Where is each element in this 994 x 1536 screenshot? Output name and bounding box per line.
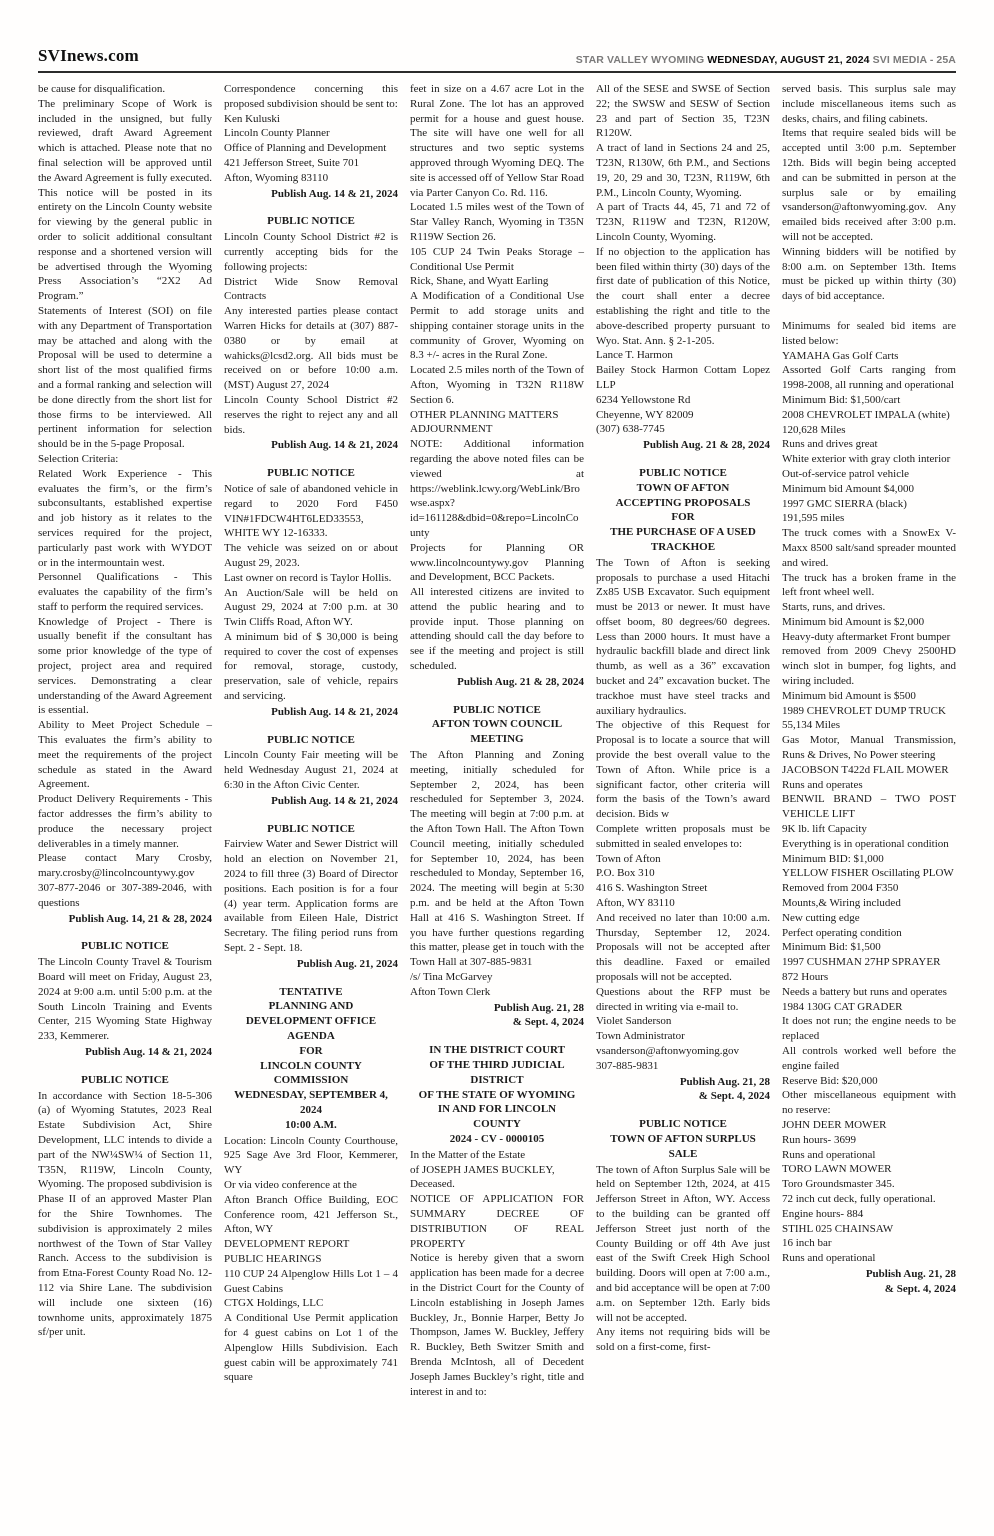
- paragraph: P.O. Box 310: [596, 867, 655, 880]
- paragraph: 416 S. Washington Street: [596, 882, 708, 895]
- paragraph: A Modification of a Conditional Use Permit to add storage units and shipping container storage units in the community of Grover, Wyoming on 8.3 +/- acres in the Rural Zone.: [410, 290, 584, 362]
- paragraph: Notice is hereby given that a sworn application has been made for a decree in the District Court for the County of Lincoln establishing in Joseph James Buckley, Jr., Bonnie Harper, Betty Jo Thompson, James W. Buckley, Jeffery R. Buckley, Beth Switzer Smith and Brenda McIntosh, all of Decedent Joseph James Buckley’s right, title and interest in and to:: [410, 1252, 584, 1398]
- paragraph: A Conditional Use Permit application for 4 guest cabins on Lot 1 of the Alpenglow Hills Subdivision. Each guest cabin will be approximately 741 square: [224, 1312, 398, 1384]
- paragraph: 1984 130G CAT GRADER: [782, 1000, 903, 1013]
- paragraph: Lincoln County School District #2 is currently accepting bids for the following projects:: [224, 231, 398, 273]
- masthead-date: WEDNESDAY, AUGUST 21, 2024: [707, 54, 870, 66]
- heading-line: LINCOLN COUNTY: [260, 1059, 362, 1072]
- heading-line: ACCEPTING PROPOSALS: [615, 496, 751, 509]
- paragraph: Ken Kuluski: [224, 112, 280, 125]
- paragraph: Any items not requiring bids will be sold on a first-come, first-: [596, 1326, 770, 1354]
- paragraph: Other miscellaneous equipment with no reserve:: [782, 1089, 956, 1117]
- paragraph: 1997 CUSHMAN 27HP SPRAYER: [782, 956, 941, 969]
- paragraph: Engine hours- 884: [782, 1207, 864, 1220]
- paragraph: Product Delivery Requirements - This factor addresses the firm’s ability to produce the necessary project deliverables in a timely manner.: [38, 793, 212, 850]
- paragraph: Town of Afton: [596, 852, 661, 865]
- publish-line: Publish Aug. 14 & 21, 2024: [271, 705, 398, 718]
- paragraph: Afton, WY 83110: [596, 897, 675, 910]
- paragraph: vsanderson@aftonwyoming.gov: [596, 1045, 740, 1057]
- paragraph: Removed from 2004 F350: [782, 882, 899, 895]
- paragraph: Ability to Meet Project Schedule – This evaluates the firm’s ability to meet the requirements of the project schedule as stated in the Award Agreement.: [38, 719, 212, 791]
- paragraph: Located 1.5 miles west of the Town of Star Valley Ranch, Wyoming in T35N R119W Section 26.: [410, 201, 584, 243]
- paragraph: The Town of Afton is seeking proposals to purchase a used Hitachi Zx85 USB Excavator. Such equipment must be 2013 or newer. It must have offset boom, 80 degrees/60 degrees. Less than 2000 hours. It must have a hydraulic backfill blade and direct link thumb, as well as a 36” excavation bucket and 24” excavation bucket. The trackhoe must have steel tracks and auxiliary hydraulics.: [596, 556, 770, 717]
- paragraph: The preliminary Scope of Work is included in the unsigned, but fully reviewed, draft Award Agreement which is attached. Please note that no final selection will be approved until the Award Agreement is fully executed. This notice will be posted in its entirety on the Lincoln County website for viewing by the general public in order to solicit additional consultant response and a shortened version will be advertised through the Wyoming Press Association’s “2X2 Ad Program.”: [38, 97, 212, 303]
- notice-heading: [224, 733, 398, 748]
- paragraph: BENWIL BRAND – TWO POST VEHICLE LIFT: [782, 793, 956, 821]
- paragraph: Last owner on record is Taylor Hollis.: [224, 571, 392, 584]
- paragraph: 872 Hours: [782, 971, 829, 984]
- site-title: SVInews.com: [38, 46, 139, 65]
- paragraph: New cutting edge: [782, 911, 860, 924]
- heading-line: TENTATIVE: [279, 985, 343, 998]
- paragraph: Toro Groundsmaster 345.: [782, 1178, 895, 1191]
- heading-line: PUBLIC NOTICE: [453, 703, 541, 716]
- heading-line: WEDNESDAY, SEPTEMBER 4,: [234, 1089, 388, 1102]
- heading-line: THE PURCHASE OF A USED: [610, 526, 756, 539]
- heading-line: PUBLIC NOTICE: [639, 466, 727, 479]
- heading-line: PUBLIC NOTICE: [267, 822, 355, 835]
- paragraph: Questions about the RFP must be directed in writing via e-mail to.: [596, 985, 770, 1013]
- publish-line: [596, 1075, 770, 1105]
- heading-line: DISTRICT: [470, 1073, 524, 1086]
- heading-line: IN AND FOR LINCOLN: [437, 1103, 557, 1116]
- paragraph: The vehicle was seized on or about August 29, 2023.: [224, 542, 398, 569]
- heading-line: Publish Aug. 21, 28: [679, 1075, 770, 1088]
- paragraph: be cause for disqualification.: [38, 83, 166, 95]
- publish-line: [410, 1001, 584, 1031]
- paragraph: Minimum BID: $1,000: [782, 852, 884, 865]
- masthead: [38, 0, 956, 73]
- paragraph: Minimum Bid: $1,500: [782, 941, 881, 954]
- notice-heading: [224, 466, 398, 481]
- paragraph: Minimums for sealed bid items are listed below:: [782, 319, 956, 347]
- notice-heading: [224, 985, 398, 1133]
- paragraph: Afton Branch Office Building, EOC Conference room, 421 Jefferson St., Afton, WY: [224, 1193, 398, 1236]
- notice-heading: [38, 1073, 212, 1088]
- paragraph: Out-of-service patrol vehicle: [782, 467, 910, 480]
- paragraph: In the Matter of the Estate: [410, 1148, 526, 1161]
- heading-line: & Sept. 4, 2024: [698, 1090, 770, 1103]
- heading-line: PUBLIC NOTICE: [81, 940, 169, 953]
- paragraph: of JOSEPH JAMES BUCKLEY,: [410, 1163, 555, 1176]
- heading-line: PUBLIC NOTICE: [267, 467, 355, 480]
- heading-line: 10:00 A.M.: [285, 1118, 337, 1131]
- publish-line: Publish Aug. 14 & 21, 2024: [271, 187, 398, 200]
- publish-line: Publish Aug. 14, 21 & 28, 2024: [68, 912, 212, 925]
- spacer: [782, 304, 956, 319]
- heading-line: COUNTY: [473, 1118, 521, 1131]
- paragraph: Mounts,& Wiring included: [782, 897, 901, 910]
- column-1: [38, 82, 212, 1399]
- paragraph: STIHL 025 CHAINSAW: [782, 1222, 894, 1235]
- paragraph: And received no later than 10:00 a.m. Thursday, September 12, 2024. Proposals will not be accepted after this deadline. Faxed or emailed proposals will not be accepted.: [596, 911, 770, 984]
- paragraph: 191,595 miles: [782, 512, 845, 525]
- paragraph: Statements of Interest (SOI) on file with any Department of Transportation may be attached and along with the Proposal will be used to determine a short list of the most qualified firms and a formal ranking and selection will be done directly from the short list for those firms to be interviewed. All pertinent information for selection should be in the 5-page Proposal.: [38, 304, 212, 451]
- paragraph: Items that require sealed bids will be accepted until 3:00 p.m. September 12th. Bids will begin being accepted and can be submitted in person at the surplus sale or by emailing vsanderson@aftonwyoming.gov. Any emailed bids received after 3:00 p.m. will not be accepted.: [782, 127, 956, 243]
- heading-line: OF THE STATE OF WYOMING: [418, 1088, 576, 1101]
- paragraph: Everything is in operational condition: [782, 837, 949, 850]
- paragraph: DEVELOPMENT REPORT: [224, 1238, 350, 1251]
- paragraph: 55,134 Miles: [782, 719, 841, 732]
- paragraph: JOHN DEER MOWER: [782, 1118, 887, 1131]
- publish-line: Publish Aug. 14 & 21, 2024: [85, 1046, 212, 1058]
- column-4: [596, 82, 770, 1399]
- publish-line: Publish Aug. 14 & 21, 2024: [271, 439, 398, 452]
- heading-line: AGENDA: [287, 1030, 335, 1043]
- paragraph: Lincoln County Planner: [224, 127, 330, 140]
- paragraph: The town of Afton Surplus Sale will be held on September 12th, 2024, at 415 Jefferson Street in Afton, WY. Access to the building can be granted off Jefferson Street just north of the County Building or off 4th Ave just east of the Swift Creek High School building. Doors will open at 7:00 a.m., and bid acceptance will be open at 7:00 a.m. on September 12th. Early bids will not be accepted.: [596, 1163, 770, 1324]
- paragraph: Complete written proposals must be submitted in sealed envelopes to:: [596, 823, 770, 850]
- paragraph: Correspondence concerning this proposed subdivision should be sent to:: [224, 83, 398, 110]
- paragraph: 9K lb. lift Capacity: [782, 823, 867, 836]
- paragraph: Runs and operational: [782, 1252, 876, 1265]
- paragraph: Perfect operating condition: [782, 926, 902, 939]
- column-5: [782, 82, 956, 1399]
- paragraph: Fairview Water and Sewer District will hold an election on November 21, 2024 to fill three (3) Board of Director positions. Each position is for a four (4) year term. Application forms are available from Eileen Hale, District Secretary. The filing period runs from Sept. 2 - Sept. 18.: [224, 838, 398, 955]
- paragraph: Afton, Wyoming 83110: [224, 171, 329, 184]
- paragraph: Gas Motor, Manual Transmission, Runs & Drives, No Power steering: [782, 734, 956, 762]
- paragraph: Minimum Bid: $1,500/cart: [782, 393, 901, 406]
- masthead-location: STAR VALLEY WYOMING: [575, 54, 708, 66]
- paragraph: Runs and operational: [782, 1148, 876, 1161]
- paragraph: A minimum bid of $ 30,000 is being required to cover the cost of expenses for removal, storage, custody, preservation, sale of vehicle, repairs and servicing.: [224, 630, 398, 703]
- paragraph: JACOBSON T422d FLAIL MOWER: [782, 763, 949, 776]
- heading-line: PUBLIC NOTICE: [267, 215, 355, 228]
- paragraph: served basis. This surplus sale may include miscellaneous items such as desks, chairs, and filing cabinets.: [782, 83, 956, 125]
- paragraph: Starts, runs, and drives.: [782, 601, 886, 614]
- paragraph: TORO LAWN MOWER: [782, 1163, 892, 1176]
- heading-line: IN THE DISTRICT COURT: [429, 1044, 565, 1057]
- masthead-dateline: [576, 54, 956, 66]
- heading-line: SALE: [668, 1147, 698, 1160]
- paragraph: NOTE: Additional information regarding the above noted files can be viewed at https://weblink.lcwy.org/WebLink/Browse.aspx?id=161128&dbid=0&repo=LincolnCounty: [410, 438, 584, 539]
- paragraph: 6234 Yellowstone Rd: [596, 393, 691, 406]
- paragraph: The objective of this Request for Proposal is to locate a source that will provide the best overall value to the Town of Afton. While price is a significant factor, other criteria will form the basis of the Town’s award decision. Bids w: [596, 719, 770, 821]
- paragraph: Selection Criteria:: [38, 452, 119, 465]
- heading-line: OF THE THIRD JUDICIAL: [429, 1059, 565, 1071]
- paragraph: In accordance with Section 18-5-306 (a) of Wyoming Statutes, 2023 Real Estate Subdivision Act, Shire Development, LLC intends to divide a part of the NW¼SW¼ of Section 11, T35N, R119W, Lincoln County, Wyoming. The proposed subdivision is Phase II of an approved Master Plan for the Shire Townhomes. The subdivision is approximately 2 miles northwest of the Town of Star Valley Ranch. Access to the subdivision is from Etna-Forest County Road No. 12-112 via Shire Lane. The subdivision will include one sixteen (16) townhome units, approximately 1875 sf/per unit.: [38, 1089, 212, 1339]
- notice-heading: [410, 1043, 584, 1147]
- paragraph: Located 2.5 miles north of the Town of Afton, Wyoming in T32N R118W Section 6.: [410, 364, 584, 406]
- paragraph: YAMAHA Gas Golf Carts: [782, 349, 899, 362]
- paragraph: An Auction/Sale will be held on August 29, 2024 at 7:00 p.m. at 30 Twin Cliffs Road, Afton WY.: [224, 586, 398, 629]
- paragraph: Office of Planning and Development: [224, 142, 387, 155]
- heading-line: DEVELOPMENT OFFICE: [245, 1015, 377, 1028]
- paragraph: Related Work Experience - This evaluates the firm’s, or the firm’s subconsultants, established expertise and job history as it relates to the services required for the project, particularly past work with WYDOT or in the intermountain west.: [38, 467, 212, 569]
- paragraph: Winning bidders will be notified by 8:00 a.m. on September 13th. Items must be picked up within thirty (30) days of bid acceptance.: [782, 245, 956, 303]
- paragraph: Minimum bid Amount is $2,000: [782, 615, 925, 628]
- paragraph: NOTICE OF APPLICATION FOR SUMMARY DECREE OF DISTRIBUTION OF REAL PROPERTY: [410, 1193, 584, 1250]
- paragraph: removed from 2009 Chevy 2500HD winch slot in bumper, fog lights, and wiring included.: [782, 645, 956, 688]
- paragraph: (307) 638-7745: [596, 423, 665, 436]
- paragraph: Runs and drives great: [782, 438, 878, 451]
- paragraph: The Afton Planning and Zoning meeting, initially scheduled for September 2, 2024, has been rescheduled for September 3, 2024. The meeting will begin at 7:00 p.m. at the Afton Town Hall. The Afton Town Council meeting, initially scheduled for September 10, 2024, has been rescheduled to Monday, September 16, 2024. The meeting will begin at 5:30 p.m. and be held at the Afton Town Hall at 416 S. Washington Street. If you have further questions regarding this matter, please get in touch with the Town Hall at 307-885-9831: [410, 749, 584, 969]
- paragraph: All interested citizens are invited to attend the public hearing and to provide input. Those planning on attending should call the day before to see if the meeting and project is still scheduled.: [410, 586, 584, 673]
- columns: [38, 82, 956, 1399]
- paragraph: Town Administrator: [596, 1030, 685, 1043]
- paragraph: Violet Sanderson: [596, 1015, 672, 1028]
- heading-line: FOR: [299, 1044, 323, 1057]
- paragraph: 307-885-9831: [596, 1059, 659, 1072]
- paragraph: Please contact Mary Crosby, mary.crosby@lincolncountywy.gov 307-877-2046 or 307-389-2046, with questions: [38, 852, 212, 909]
- column-2: [224, 82, 398, 1399]
- paragraph: A part of Tracts 44, 45, 71 and 72 of T23N, R119W and T23N, R120W, Lincoln County, Wyoming.: [596, 201, 770, 243]
- paragraph: If no objection to the application has been filed within thirty (30) days of the first date of publication of this Notice, the court shall enter a decree establishing the right and title to the above-described property pursuant to Wyo. Stat. Ann. § 2-1-205.: [596, 245, 770, 347]
- heading-line: Publish Aug. 21, 28: [865, 1267, 956, 1280]
- paragraph: 120,628 Miles: [782, 423, 846, 436]
- paragraph: Lance T. Harmon: [596, 349, 673, 362]
- heading-line: COMMISSION: [273, 1074, 349, 1087]
- heading-line: AFTON TOWN COUNCIL: [431, 718, 563, 731]
- paragraph: Cheyenne, WY 82009: [596, 408, 694, 421]
- paragraph: Deceased.: [410, 1178, 455, 1191]
- column-3: [410, 82, 584, 1399]
- notice-heading: [410, 703, 584, 747]
- publish-line: Publish Aug. 21 & 28, 2024: [643, 439, 770, 452]
- paragraph: Minimum bid Amount $4,000: [782, 482, 915, 495]
- paragraph: Projects for Planning OR www.lincolncountywy.gov Planning and Development, BCC Packets.: [410, 541, 584, 584]
- publish-line: Publish Aug. 21 & 28, 2024: [457, 675, 584, 688]
- paragraph: Heavy-duty aftermarket Front bumper: [782, 630, 951, 643]
- heading-line: PUBLIC NOTICE: [639, 1118, 727, 1131]
- paragraph: A tract of land in Sections 24 and 25, T23N, R130W, 6th P.M., and Sections 19, 20, 29 and 30, T23N, R119W, 6th P.M., Lincoln County, Wyoming.: [596, 142, 770, 199]
- paragraph: The truck has a broken frame in the left front wheel well.: [782, 571, 956, 599]
- paragraph: Lincoln County School District #2 reserves the right to reject any and all bids.: [224, 393, 398, 436]
- paragraph: All controls worked well before the engine failed: [782, 1045, 956, 1072]
- paragraph: Lincoln County Fair meeting will be held Wednesday August 21, 2024 at 6:30 in the Afton Civic Center.: [224, 749, 398, 792]
- paragraph: Knowledge of Project - There is usually benefit if the consultant has some prior knowledge of the type of project, project area and required services. Demonstrating a clear understanding of the Award Agreement is essential.: [38, 615, 212, 717]
- paragraph: Runs and operates: [782, 778, 863, 791]
- paragraph: Run hours- 3699: [782, 1133, 856, 1146]
- paragraph: Reserve Bid: $20,000: [782, 1074, 878, 1087]
- paragraph: PUBLIC HEARINGS: [224, 1252, 322, 1265]
- paragraph: All of the SESE and SWSE of Section 22; the SWSW and SESW of Section 23 and part of Section 35, T23N R120W.: [596, 83, 770, 140]
- heading-line: PUBLIC NOTICE: [267, 733, 355, 746]
- paragraph: CTGX Holdings, LLC: [224, 1297, 324, 1310]
- paragraph: Assorted Golf Carts ranging from 1998-2008, all running and operational: [782, 364, 956, 392]
- paragraph: OTHER PLANNING MATTERS: [410, 408, 559, 421]
- heading-line: TOWN OF AFTON: [636, 481, 730, 494]
- paragraph: The Lincoln County Travel & Tourism Board will meet on Friday, August 23, 2024 at 9:00 a.m. until 5:00 p.m. at the South Lincoln Training and Events Center, 215 Wyoming State Highway 233, Kemmerer.: [38, 956, 212, 1043]
- paragraph: 72 inch cut deck, fully operational.: [782, 1192, 936, 1205]
- paragraph: Personnel Qualifications - This evaluates the capability of the firm’s staff to perform the required services.: [38, 571, 212, 613]
- paragraph: /s/ Tina McGarvey: [410, 971, 493, 984]
- notice-heading: [596, 1117, 770, 1161]
- masthead-page-number: SVI MEDIA - 25A: [869, 54, 956, 66]
- publish-line: Publish Aug. 21, 2024: [296, 957, 398, 970]
- heading-line: & Sept. 4, 2024: [884, 1282, 956, 1295]
- paragraph: feet in size on a 4.67 acre Lot in the Rural Zone. The lot has an approved permit for a house and guest house. The site will have one well for all structures and two septic systems approved through Wyoming DEQ. The site is accessed off of Yellow Star Road via Parter Canyon Co. Rd. 116.: [410, 83, 584, 199]
- paragraph: Or via video conference at the: [224, 1178, 357, 1191]
- heading-line: 2024: [300, 1104, 322, 1116]
- notice-heading: [38, 939, 212, 954]
- heading-line: TOWN OF AFTON SURPLUS: [610, 1132, 756, 1145]
- paragraph: Rick, Shane, and Wyatt Earling: [410, 275, 549, 288]
- heading-line: & Sept. 4, 2024: [512, 1016, 584, 1029]
- paragraph: It does not run; the engine needs to be replaced: [782, 1015, 956, 1043]
- paragraph: Any interested parties please contact Warren Hicks for details at (307) 887-0380 or by email at wahicks@lcsd2.org. All bids must be received on or before 10:00 a.m. (MST) August 27, 2024: [224, 305, 398, 392]
- paragraph: 1989 CHEVROLET DUMP TRUCK: [782, 704, 946, 717]
- paragraph: 421 Jefferson Street, Suite 701: [224, 156, 360, 169]
- paragraph: White exterior with gray cloth interior: [782, 453, 951, 466]
- paragraph: 110 CUP 24 Alpenglow Hills Lot 1 – 4 Guest Cabins: [224, 1267, 398, 1295]
- heading-line: PUBLIC NOTICE: [81, 1073, 169, 1086]
- publish-line: [782, 1267, 956, 1297]
- heading-line: 2024 - CV - 0000105: [449, 1132, 545, 1145]
- notice-heading: [224, 214, 398, 229]
- paragraph: Location: Lincoln County Courthouse, 925 Sage Ave 3rd Floor, Kemmerer, WY: [224, 1134, 398, 1177]
- heading-line: MEETING: [470, 733, 524, 746]
- paragraph: Notice of sale of abandoned vehicle in regard to 2020 Ford F450 VIN#1FDCW4HT6LED33553, WHITE WY 12-16333.: [224, 482, 398, 540]
- paragraph: 105 CUP 24 Twin Peaks Storage – Conditional Use Permit: [410, 245, 584, 273]
- paragraph: 1997 GMC SIERRA (black): [782, 497, 907, 510]
- paragraph: 16 inch bar: [782, 1237, 832, 1250]
- heading-line: TRACKHOE: [650, 540, 716, 553]
- paragraph: 2008 CHEVROLET IMPALA (white): [782, 408, 950, 421]
- notice-heading: [596, 466, 770, 555]
- paragraph: ADJOURNMENT: [410, 423, 493, 436]
- paragraph: The truck comes with a SnowEx V-Maxx 8500 salt/sand spreader mounted and wired.: [782, 527, 956, 569]
- paragraph: Bailey Stock Harmon Cottam Lopez LLP: [596, 364, 770, 391]
- heading-line: PLANNING AND: [268, 1000, 354, 1013]
- notice-heading: [224, 822, 398, 837]
- paragraph: Needs a battery but runs and operates: [782, 985, 947, 998]
- heading-line: Publish Aug. 21, 28: [493, 1001, 584, 1014]
- publish-line: Publish Aug. 14 & 21, 2024: [271, 794, 398, 807]
- paragraph: District Wide Snow Removal Contracts: [224, 275, 398, 303]
- heading-line: FOR: [671, 511, 695, 524]
- paragraph: YELLOW FISHER Oscillating PLOW: [782, 867, 954, 880]
- paragraph: Minimum bid Amount is $500: [782, 689, 916, 702]
- paragraph: Afton Town Clerk: [410, 985, 491, 998]
